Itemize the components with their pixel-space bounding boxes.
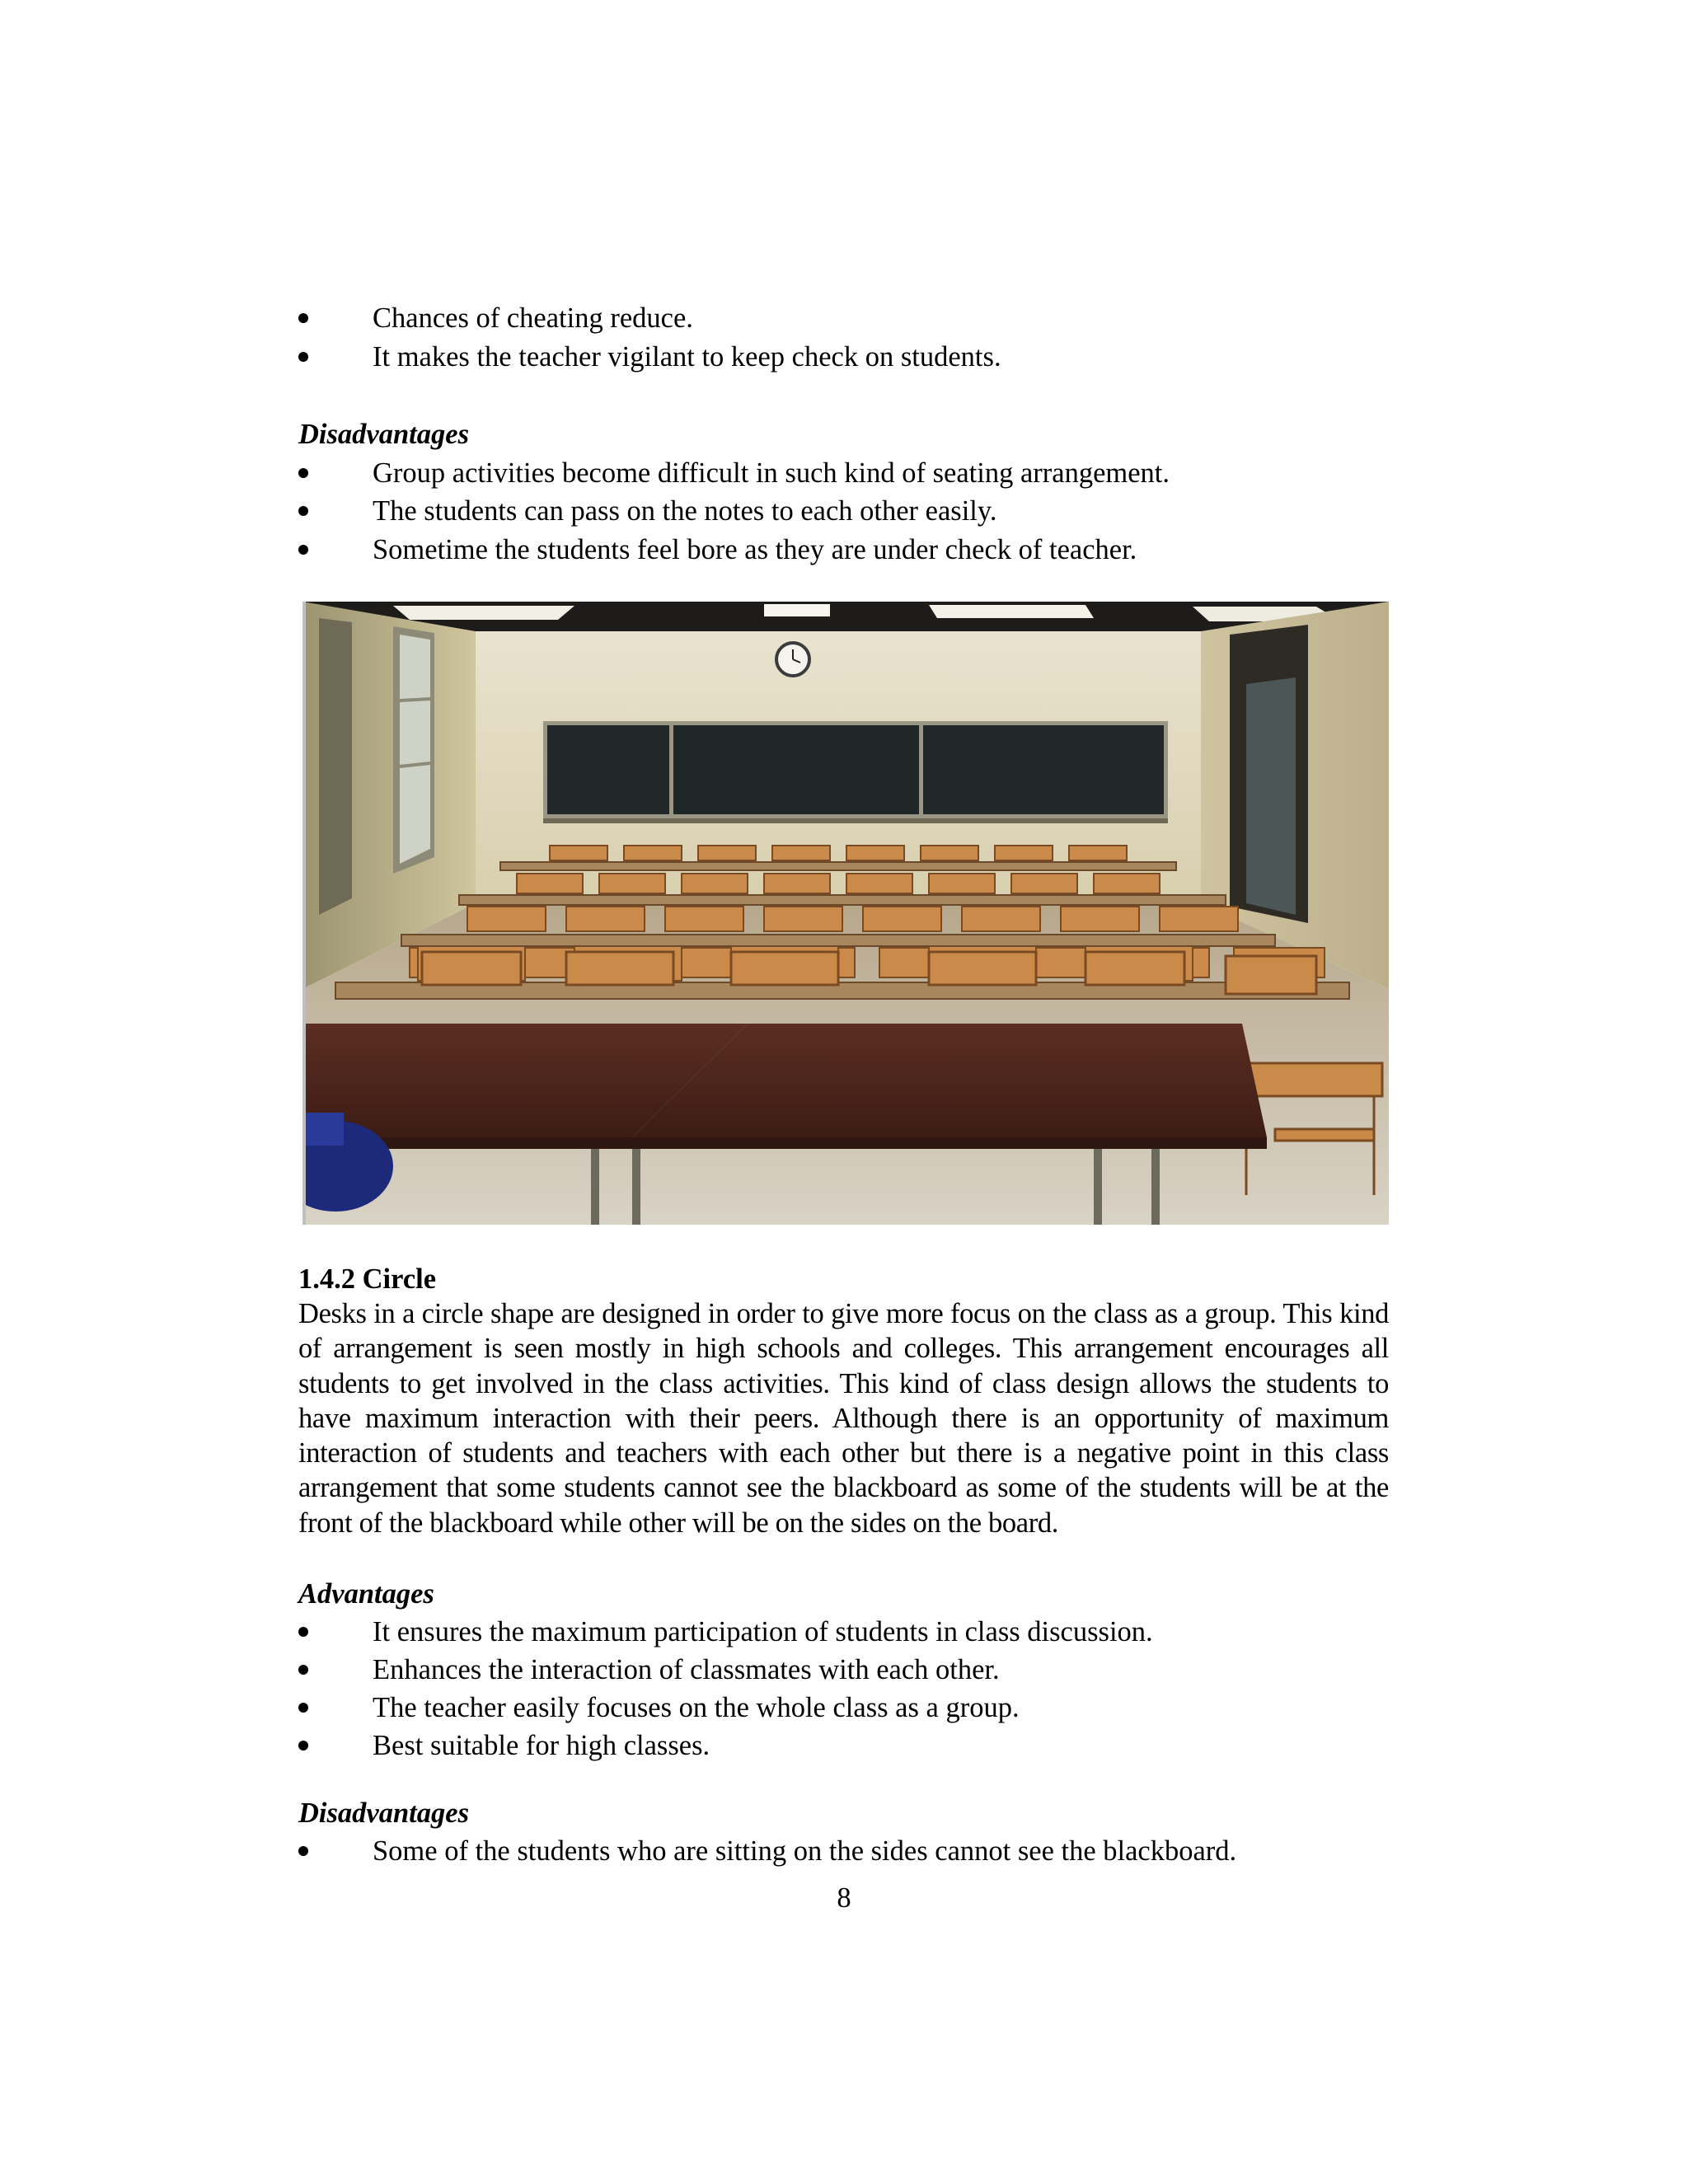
disadvantage-bullet-3: Sometime the students feel bore as they are under check of teacher. bbox=[373, 534, 1137, 565]
bullet-dot bbox=[298, 506, 308, 516]
classroom-photo bbox=[302, 602, 1389, 1225]
bullet-dot bbox=[298, 545, 308, 555]
section-heading-circle: 1.4.2 Circle bbox=[298, 1263, 437, 1295]
intro-bullet-2: It makes the teacher vigilant to keep check on students. bbox=[373, 341, 1001, 373]
bullet-dot bbox=[298, 468, 308, 478]
disadvantage-bullet-1: Group activities become difficult in such kind of seating arrangement. bbox=[373, 457, 1170, 489]
bullet-dot bbox=[298, 1741, 308, 1750]
advantages-heading: Advantages bbox=[298, 1578, 434, 1610]
bullet-dot bbox=[298, 352, 308, 362]
disadvantage-bullet-2: The students can pass on the notes to each other easily. bbox=[373, 495, 997, 527]
advantage-bullet-2: Enhances the interaction of classmates with each other. bbox=[373, 1654, 1000, 1685]
bullet-dot bbox=[298, 1846, 308, 1856]
circle-disadvantages-heading: Disadvantages bbox=[298, 1797, 469, 1829]
bullet-dot bbox=[298, 1665, 308, 1675]
advantage-bullet-4: Best suitable for high classes. bbox=[373, 1730, 710, 1761]
bullet-dot bbox=[298, 1627, 308, 1637]
page-number: 8 bbox=[837, 1882, 851, 1914]
circle-disadvantage-bullet-1: Some of the students who are sitting on the sides cannot see the blackboard. bbox=[373, 1835, 1237, 1867]
disadvantages-heading: Disadvantages bbox=[298, 419, 469, 450]
circle-paragraph: Desks in a circle shape are designed in order to give more focus on the class as a group. This kind of arrangement is seen mostly in high schools and colleges. This arrangement encourages all students to get involved in the class activities. This kind of class design allows the students to have maximum interaction with their peers. Although there is an opportunity of maximum interaction of students and teachers with each other but there is a negative point in this class arrangement that some students cannot see the blackboard as some of the students will be at the front of the blackboard while other will be on the sides on the board. bbox=[298, 1298, 1389, 1539]
intro-bullet-1: Chances of cheating reduce. bbox=[373, 302, 693, 334]
advantage-bullet-1: It ensures the maximum participation of students in class discussion. bbox=[373, 1616, 1153, 1647]
advantage-bullet-3: The teacher easily focuses on the whole class as a group. bbox=[373, 1692, 1020, 1723]
bullet-dot bbox=[298, 313, 308, 323]
bullet-dot bbox=[298, 1703, 308, 1713]
